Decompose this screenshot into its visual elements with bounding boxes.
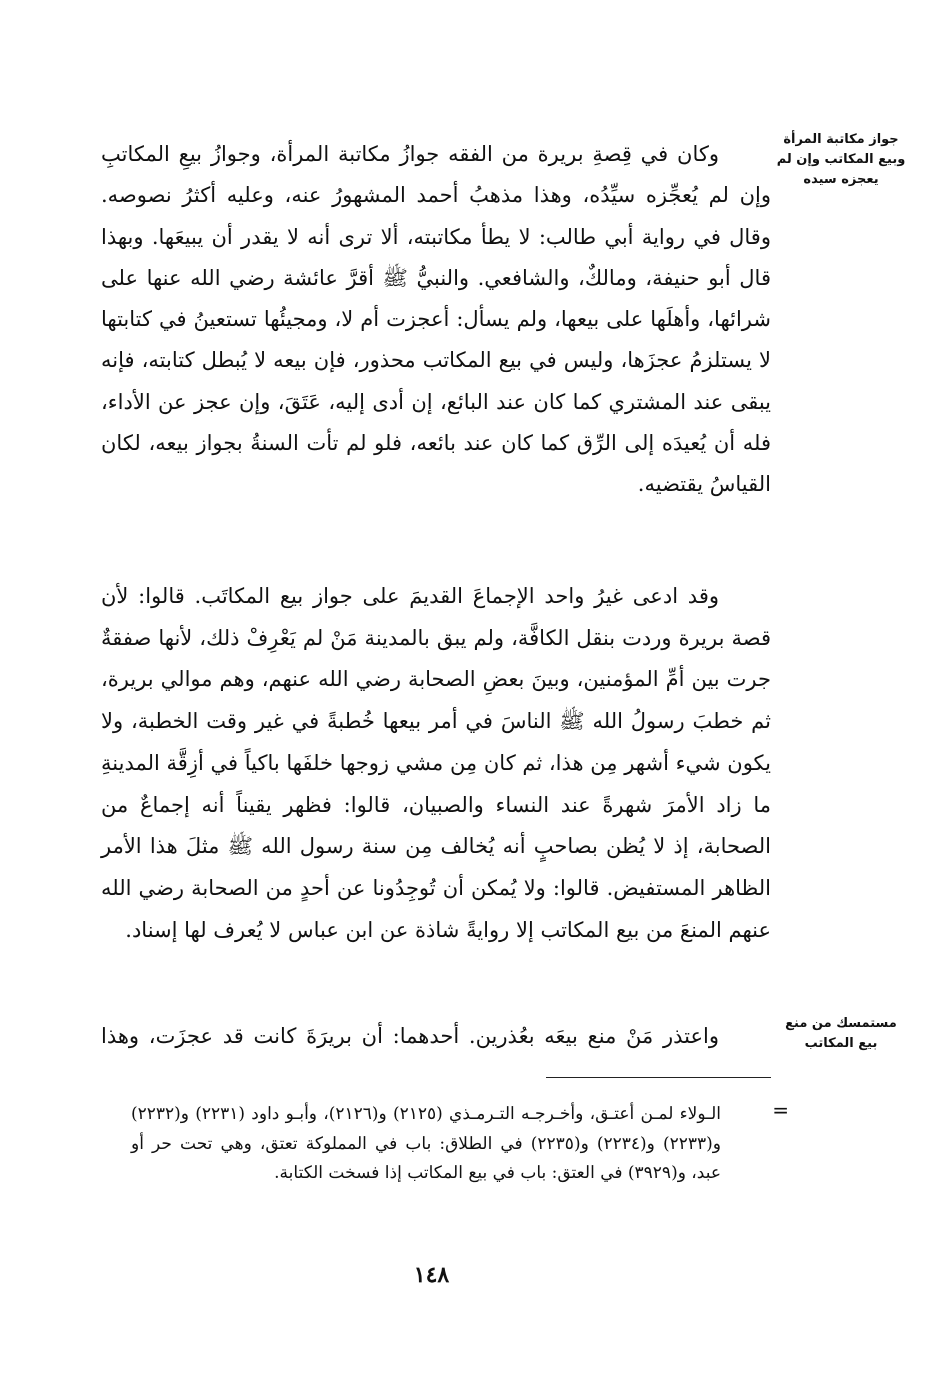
footnote-separator xyxy=(546,1077,771,1078)
margin-note-opponents-argument: مستمسك من منع بيع المكاتب xyxy=(785,1016,897,1051)
paragraph-1 xyxy=(101,134,771,506)
margin-note-permissibility: جواز مكاتبة المرأة وبيع المكاتب وإن لم يعجزه سيده xyxy=(776,132,906,187)
page-number: ١٤٨ xyxy=(413,1262,450,1288)
paragraph-2-text: وقد ادعى غيرُ واحد الإجماعَ القديمَ على جواز بيع المكاتَب. قالوا: لأن قصة بريرة وردت بنقل الكافَّة، ولم يبق بالمدينة مَنْ لم يَعْرِفْ ذلك، لأنها صفقةٌ جرت بين أمِّ المؤمنين، وبينَ بعضِ الصحابة رضي الله عنهم، وهم موالي بريرة، ثم خطبَ رسولُ الله ﷺ الناسَ في أمر بيعها خُطبةً في غير وقت الخطبة، ولا يكون شيء أشهر مِن هذا، ثم كان مِن مشي زوجها خلفَها باكياً في أزِقَّة المدينةِ ما زاد الأمرَ شهرةً عند النساء والصبيان، قالوا: فظهر يقيناً أنه إجماعٌ من الصحابة، إذ لا يُظن بصاحبٍ أنه يُخالف مِن سنة رسول الله ﷺ مثلَ هذا الأمر الظاهر المستفيض. قالوا: ولا يُمكن أن تُوجِدُونا عن أحدٍ من الصحابة رضي الله عنهم المنعَ من بيع المكاتب إلا روايةً شاذة عن ابن عباس لا يُعرف لها إسناد. xyxy=(101,584,771,942)
paragraph-3 xyxy=(101,1016,771,1056)
paragraph-1-text: وكان في قِصةِ بريرة من الفقه جوازُ مكاتبة المرأة، وجوازُ بيعِ المكاتبِ وإن لم يُعجِّزه سيِّدُه، وهذا مذهبُ أحمد المشهورُ عنه، وعليه أكثرُ نصوصه. وقال في رواية أبي طالب: لا يطأ مكاتبته، ألا ترى أنه لا يقدر أن يبيعَها. وبهذا قال أبو حنيفة، ومالكٌ، والشافعي. والنبيُّ ﷺ أقرَّ عائشة رضي الله عنها على شرائها، وأهلَها على بيعها، ولم يسأل: أعجزت أم لا، ومجيئُها تستعينُ في كتابتها لا يستلزمُ عجزَها، وليس في بيع المكاتب محذور، فإن بيعه لا يُبطل كتابته، فإنه يبقى عند المشتري كما كان عند البائع، إن أدى إليه، عَتَقَ، وإن عجز عن الأداء، فله أن يُعيدَه إلى الرِّق كما كان عند بائعه، فلو لم تأت السنةُ بجواز بيعه، لكان القياسُ يقتضيه. xyxy=(101,142,771,497)
footnote-text: الـولاء لمـن أعتـق، وأخـرجـه التـرمـذي (٢١٢٥) و(٢١٢٦)، وأبـو داود (٢٢٣١) و(٢٢٣٢) و(٢٢٣٣) و(٢٢٣٤) و(٢٢٣٥) في الطلاق: باب في المملوكة تعتق، وهي تحت حر أو عبد، و(٣٩٢٩) في العتق: باب في بيع المكاتب إذا فسخت الكتابة. xyxy=(131,1104,721,1183)
paragraph-2 xyxy=(101,576,771,951)
paragraph-3-text: واعتذر مَنْ منع بيعَه بعُذرين. أحدهما: أن بريرَةَ كانت قد عجزَت، وهذا xyxy=(101,1024,719,1048)
footnote-continuation-marker: = xyxy=(772,1098,789,1122)
